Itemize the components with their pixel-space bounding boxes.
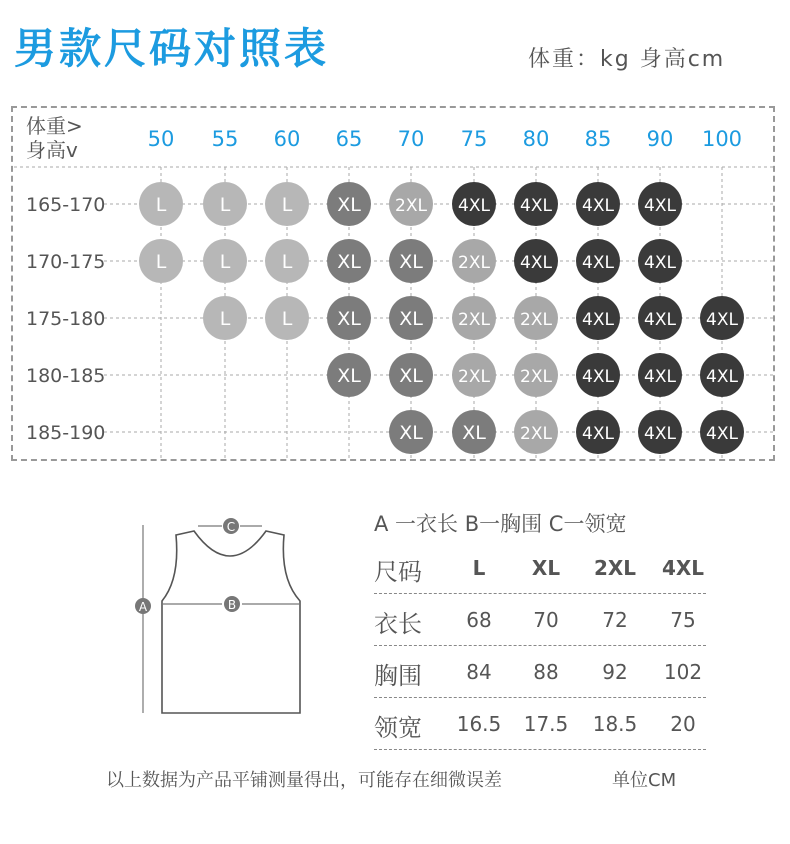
- size-bubble-label: XL: [399, 422, 423, 444]
- height-label: 175-180: [26, 308, 106, 330]
- page-title: 男款尺码对照表: [14, 24, 330, 73]
- height-label: 165-170: [26, 194, 106, 216]
- unit-note: 体重：kg 身高cm: [528, 47, 726, 72]
- table-cell: 70: [533, 608, 559, 632]
- marker-b: [224, 596, 240, 612]
- height-label: 170-175: [26, 251, 106, 273]
- size-bubble-label: 4XL: [520, 196, 552, 216]
- height-label: 180-185: [26, 365, 106, 387]
- table-cell: 88: [533, 660, 559, 684]
- marker-a: [135, 598, 151, 614]
- header-size: L: [472, 556, 486, 580]
- height-corner-label: 身高v: [26, 138, 78, 162]
- size-bubble-label: 2XL: [395, 196, 427, 216]
- weight-label: 70: [397, 127, 425, 151]
- footer-note: 以上数据为产品平铺测量得出，可能存在细微误差: [106, 770, 502, 791]
- table-header-row: [374, 542, 706, 594]
- size-bubble-label: XL: [337, 251, 361, 273]
- header-size: 4XL: [661, 556, 705, 580]
- size-bubble: [700, 353, 744, 397]
- size-bubble: [327, 182, 371, 226]
- size-bubble: [327, 353, 371, 397]
- size-bubble-label: 2XL: [520, 310, 552, 330]
- size-bubble: [389, 410, 433, 454]
- size-bubble: [638, 353, 682, 397]
- size-bubble: [638, 296, 682, 340]
- weight-label: 90: [646, 127, 674, 151]
- size-bubble-label: L: [281, 194, 293, 216]
- size-bubble-label: 4XL: [706, 424, 738, 444]
- measure-legend: A 一衣长 B一胸围 C一领宽: [374, 512, 627, 536]
- table-cell: 18.5: [592, 712, 638, 736]
- size-bubble-label: 4XL: [644, 196, 676, 216]
- size-bubble-label: L: [155, 194, 167, 216]
- size-bubble: [452, 410, 496, 454]
- size-bubble-label: 4XL: [520, 253, 552, 273]
- size-bubble-label: XL: [399, 365, 423, 387]
- size-bubble: [576, 296, 620, 340]
- size-bubble: [139, 239, 183, 283]
- size-bubble: [265, 296, 309, 340]
- size-bubble-label: 4XL: [706, 367, 738, 387]
- size-bubble: [576, 353, 620, 397]
- size-bubble-label: L: [155, 251, 167, 273]
- size-bubble: [576, 239, 620, 283]
- size-bubble-label: XL: [399, 308, 423, 330]
- size-bubble: [389, 353, 433, 397]
- table-cell: 75: [670, 608, 696, 632]
- size-bubble: [203, 296, 247, 340]
- size-bubble: [203, 239, 247, 283]
- size-bubble: [389, 296, 433, 340]
- table-cell: 102: [663, 660, 703, 684]
- table-row: [374, 646, 706, 698]
- size-bubble: [389, 239, 433, 283]
- row-label: 衣长: [374, 610, 422, 638]
- size-bubble: [576, 410, 620, 454]
- measure-table: [374, 542, 706, 750]
- size-bubble-label: L: [281, 251, 293, 273]
- weight-label: 65: [335, 127, 363, 151]
- size-bubble: [452, 182, 496, 226]
- size-bubble-label: XL: [399, 251, 423, 273]
- table-cell: 16.5: [456, 712, 502, 736]
- size-bubble-label: 2XL: [458, 367, 490, 387]
- table-cell: 72: [602, 608, 628, 632]
- size-bubble: [700, 410, 744, 454]
- size-bubble: [327, 296, 371, 340]
- row-label: 领宽: [374, 714, 422, 742]
- size-bubble: [203, 182, 247, 226]
- size-bubble: [265, 239, 309, 283]
- header-size: XL: [531, 556, 561, 580]
- size-bubble-label: 2XL: [458, 253, 490, 273]
- size-bubble-label: 2XL: [520, 424, 552, 444]
- header-size: 2XL: [593, 556, 637, 580]
- table-row: [374, 698, 706, 750]
- size-bubble-label: 2XL: [520, 367, 552, 387]
- size-bubble: [700, 296, 744, 340]
- weight-label: 100: [701, 127, 743, 151]
- footer-unit: 单位CM: [612, 770, 677, 791]
- size-bubble: [389, 182, 433, 226]
- size-bubble: [265, 182, 309, 226]
- size-bubble-label: L: [219, 308, 231, 330]
- size-bubble: [139, 182, 183, 226]
- size-bubble: [452, 296, 496, 340]
- size-bubble-label: 4XL: [582, 367, 614, 387]
- size-bubble-label: 4XL: [582, 196, 614, 216]
- size-bubble-label: 4XL: [582, 253, 614, 273]
- size-bubble: [514, 353, 558, 397]
- size-bubble-label: 4XL: [582, 424, 614, 444]
- marker-c: [223, 518, 239, 534]
- size-bubble-label: 4XL: [644, 253, 676, 273]
- weight-label: 80: [522, 127, 550, 151]
- size-bubble-label: XL: [462, 422, 486, 444]
- size-bubble: [514, 182, 558, 226]
- size-bubble: [452, 239, 496, 283]
- weight-label: 60: [273, 127, 301, 151]
- table-cell: 92: [602, 660, 628, 684]
- size-bubble-label: XL: [337, 365, 361, 387]
- size-bubble: [638, 239, 682, 283]
- svg-text:B: B: [227, 598, 237, 612]
- size-bubble-label: 4XL: [458, 196, 490, 216]
- svg-text:C: C: [226, 520, 236, 534]
- size-bubble-label: L: [219, 194, 231, 216]
- size-bubble: [514, 410, 558, 454]
- size-bubble-label: 2XL: [458, 310, 490, 330]
- size-bubble-label: 4XL: [644, 424, 676, 444]
- table-cell: 84: [466, 660, 492, 684]
- size-bubble-label: L: [219, 251, 231, 273]
- row-label: 胸围: [374, 662, 422, 690]
- size-bubble-label: 4XL: [706, 310, 738, 330]
- table-cell: 17.5: [523, 712, 569, 736]
- weight-label: 75: [460, 127, 488, 151]
- weight-label: 50: [147, 127, 175, 151]
- size-bubble: [514, 239, 558, 283]
- header-label: 尺码: [374, 558, 422, 586]
- size-bubble: [638, 182, 682, 226]
- size-bubble: [638, 410, 682, 454]
- vest-diagram: [130, 515, 310, 720]
- size-bubble-label: XL: [337, 194, 361, 216]
- height-label: 185-190: [26, 422, 106, 444]
- size-bubble-label: 4XL: [582, 310, 614, 330]
- table-row: [374, 594, 706, 646]
- size-bubble-label: 4XL: [644, 367, 676, 387]
- svg-text:A: A: [138, 600, 148, 614]
- table-cell: 68: [466, 608, 492, 632]
- weight-label: 85: [584, 127, 612, 151]
- size-bubble: [327, 239, 371, 283]
- size-bubble: [452, 353, 496, 397]
- table-cell: 20: [670, 712, 696, 736]
- size-bubble-label: 4XL: [644, 310, 676, 330]
- weight-corner-label: 体重>: [26, 114, 83, 138]
- size-bubble-label: XL: [337, 308, 361, 330]
- size-bubble: [576, 182, 620, 226]
- weight-label: 55: [211, 127, 239, 151]
- size-bubble: [514, 296, 558, 340]
- size-bubble-label: L: [281, 308, 293, 330]
